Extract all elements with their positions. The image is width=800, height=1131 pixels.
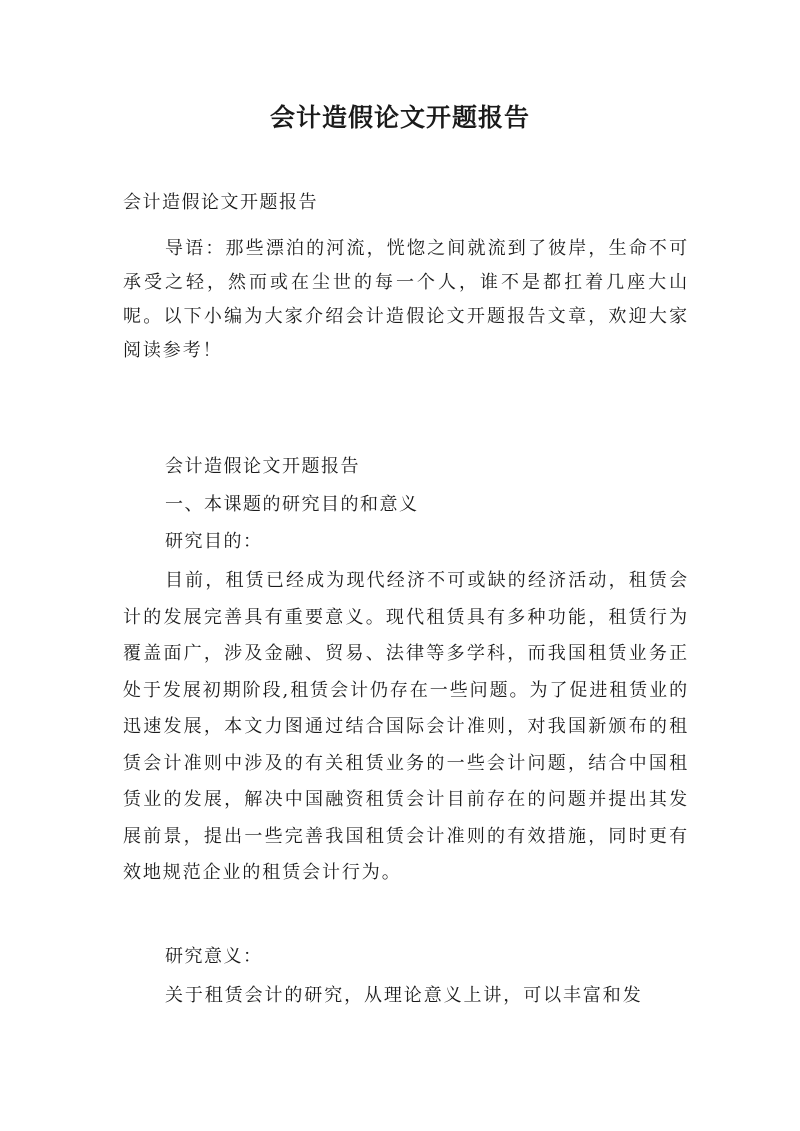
intro-paragraph: 导语：那些漂泊的河流，恍惚之间就流到了彼岸，生命不可承受之轻，然而或在尘世的每一个人，谁不是都扛着几座大山呢。以下小编为大家介绍会计造假论文开题报告文章，欢迎大家阅读参考！ bbox=[123, 238, 689, 361]
document-title: 会计造假论文开题报告 bbox=[269, 103, 530, 132]
significance-paragraph: 关于租赁会计的研究，从理论意义上讲，可以丰富和发 bbox=[165, 985, 643, 1006]
heading-research-purpose-significance: 一、本课题的研究目的和意义 bbox=[165, 494, 419, 515]
section-title: 会计造假论文开题报告 bbox=[165, 456, 360, 477]
purpose-label: 研究目的： bbox=[165, 531, 263, 552]
document-subtitle: 会计造假论文开题报告 bbox=[123, 192, 318, 213]
purpose-paragraph: 目前，租赁已经成为现代经济不可或缺的经济活动，租赁会计的发展完善具有重要意义。现代租赁具有多种功能，租赁行为覆盖面广，涉及金融、贸易、法律等多学科，而我国租赁业务正处于发展初期阶段,租赁会计仍存在一些问题。为了促进租赁业的迅速发展，本文力图通过结合国际会计准则，对我国新颁布的租赁会计准则中涉及的有关租赁业务的一些会计问题，结合中国租赁业的发展，解决中国融资租赁会计目前存在的问题并提出其发展前景，提出一些完善我国租赁会计准则的有效措施，同时更有效地规范企业的租赁会计行为。 bbox=[123, 570, 689, 883]
significance-label: 研究意义： bbox=[165, 946, 263, 967]
